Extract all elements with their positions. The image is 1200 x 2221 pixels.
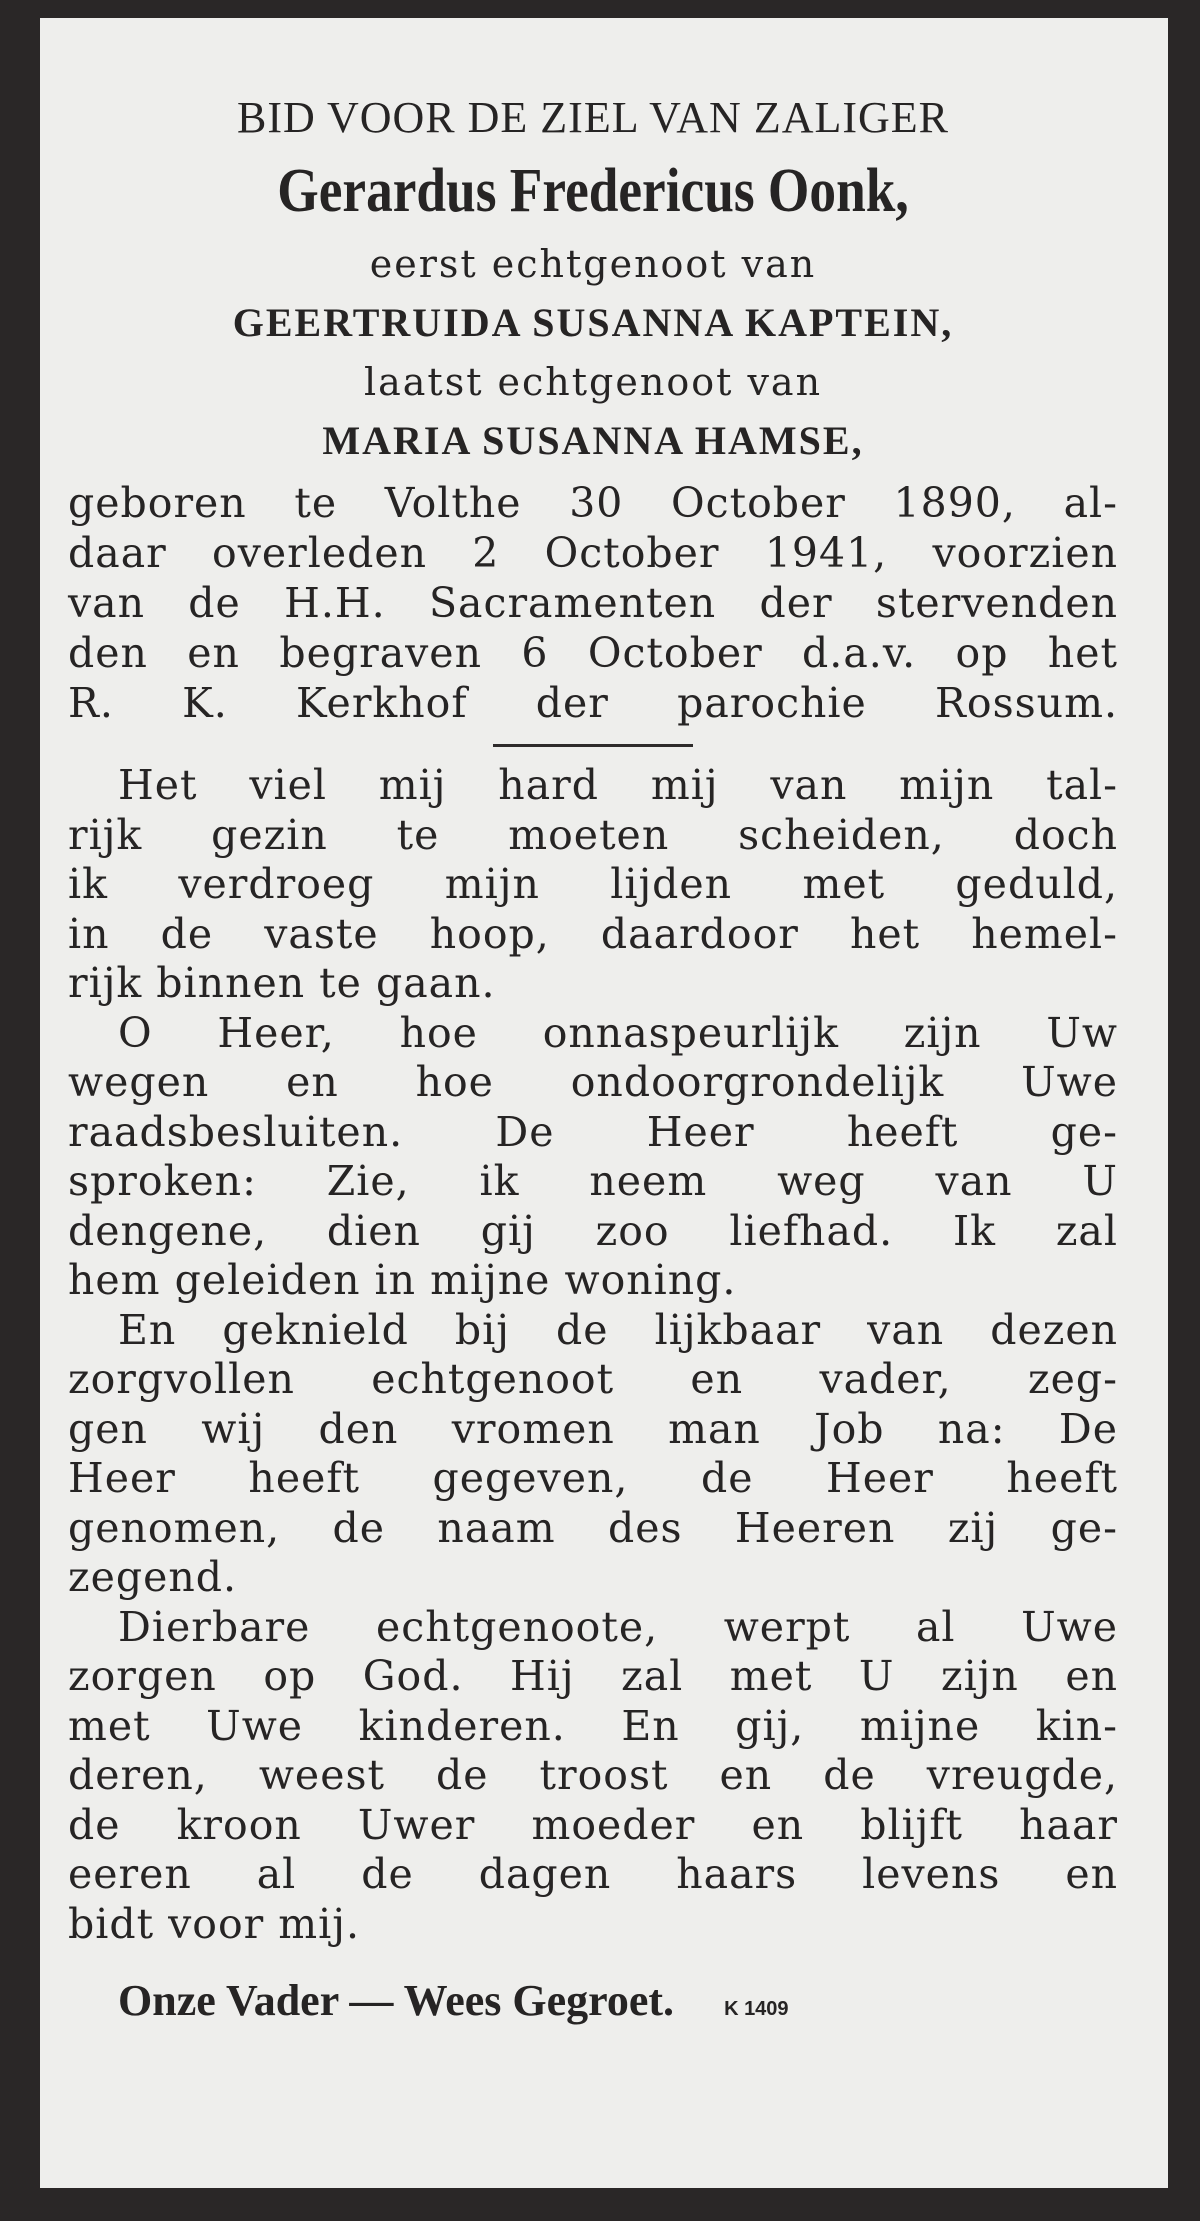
text-line: ik verdroeg mijn lijden met geduld, xyxy=(68,860,1118,908)
text-line: in de vaste hoop, daardoor het hemel- xyxy=(68,909,1118,958)
text-line: zorgen op God. Hij zal met U zijn en xyxy=(68,1652,1118,1700)
text-line: sproken: Zie, ik neem weg van U xyxy=(68,1157,1118,1205)
memorial-card xyxy=(40,18,1168,2188)
bio-line: geboren te Volthe 30 October 1890, al- xyxy=(68,479,1118,527)
first-spouse-label: eerst echtgenoot van xyxy=(369,242,817,286)
text-line: zegend. xyxy=(68,1553,238,1601)
text-line: Heer heeft gegeven, de Heer heeft xyxy=(68,1454,1118,1502)
text-line: de kroon Uwer moeder en blijft haar xyxy=(68,1800,1118,1849)
text-line: rijk gezin te moeten scheiden, doch xyxy=(68,810,1118,859)
paragraph-4 xyxy=(68,1603,1118,1950)
text-line: wegen en hoe ondoorgrondelijk Uwe xyxy=(68,1058,1118,1106)
paragraph-3 xyxy=(68,1306,1118,1603)
bio-line: R. K. Kerkhof der parochie Rossum. xyxy=(68,679,1118,727)
text-line: O Heer, hoe onnaspeurlijk zijn Uw xyxy=(118,1008,1118,1057)
text-line: genomen, de naam des Heeren zij ge- xyxy=(68,1503,1118,1552)
text-line: deren, weest de troost en de vreugde, xyxy=(68,1751,1118,1799)
text-line: dengene, dien gij zoo liefhad. Ik zal xyxy=(68,1206,1118,1255)
text-line: gen wij den vromen man Job na: De xyxy=(68,1404,1118,1453)
bio-line: den en begraven 6 October d.a.v. op het xyxy=(68,629,1118,677)
text-line: Dierbare echtgenoote, werpt al Uwe xyxy=(118,1602,1118,1651)
first-spouse-name: GEERTRUIDA SUSANNA KAPTEIN, xyxy=(232,300,954,345)
last-spouse-name: MARIA SUSANNA HAMSE, xyxy=(322,418,864,463)
bio-line: daar overleden 2 October 1941, voorzien xyxy=(68,529,1118,577)
bio-line: van de H.H. Sacramenten der stervenden xyxy=(68,579,1118,627)
footer xyxy=(68,1971,1118,2039)
text-line: raadsbesluiten. De Heer heeft ge- xyxy=(68,1107,1118,1156)
closing-prayers: Onze Vader — Wees Gegroet. xyxy=(118,1976,675,2025)
last-spouse-label: laatst echtgenoot van xyxy=(363,360,823,404)
text-line: zorgvollen echtgenoot en vader, zeg- xyxy=(68,1355,1118,1403)
print-code: K 1409 xyxy=(724,1998,789,2020)
paragraph-1 xyxy=(68,761,1118,1009)
paragraph-2 xyxy=(68,1009,1118,1306)
text-line: rijk binnen te gaan. xyxy=(68,959,496,1007)
text-line: bidt voor mij. xyxy=(68,1899,361,1948)
text-line: hem geleiden in mijne woning. xyxy=(68,1256,737,1304)
text-line: Het viel mij hard mij van mijn tal- xyxy=(118,761,1118,809)
divider xyxy=(493,744,693,747)
biography xyxy=(68,478,1118,728)
text-line: En geknield bij de lijkbaar van dezen xyxy=(118,1305,1118,1354)
deceased-name: Gerardus Fredericus Oonk, xyxy=(277,157,909,225)
prayer-heading: BID VOOR DE ZIEL VAN ZALIGER xyxy=(237,93,949,142)
card-content xyxy=(68,90,1118,2039)
text-line: met Uwe kinderen. En gij, mijne kin- xyxy=(68,1701,1118,1750)
text-line: eeren al de dagen haars levens en xyxy=(68,1850,1118,1898)
